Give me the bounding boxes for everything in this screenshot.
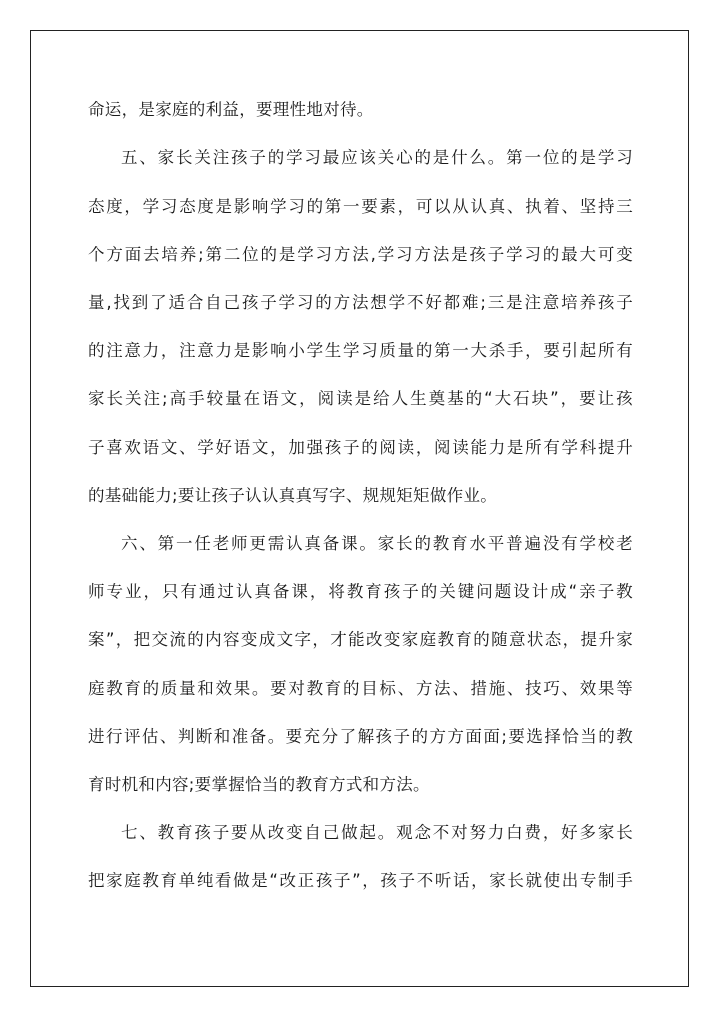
text-line-14: 进行评估、判断和准备。要充分了解孩子的方方面面;要选择恰当的教: [88, 727, 633, 746]
text-line-11: 师专业，只有通过认真备课，将教育孩子的关键问题设计成“亲子教: [88, 582, 633, 601]
text-line-13: 庭教育的质量和效果。要对教育的目标、方法、措施、技巧、效果等: [88, 679, 633, 698]
text-line-6: 的注意力，注意力是影响小学生学习质量的第一大杀手，要引起所有: [88, 341, 633, 360]
text-line-4: 个方面去培养;第二位的是学习方法,学习方法是孩子学习的最大可变: [88, 245, 633, 264]
text-line-7: 家长关注;高手较量在语文，阅读是给人生奠基的“大石块”，要让孩: [88, 389, 633, 408]
text-line-10: 六、第一任老师更需认真备课。家长的教育水平普遍没有学校老: [121, 534, 633, 553]
text-line-2: 五、家长关注孩子的学习最应该关心的是什么。第一位的是学习: [121, 148, 633, 167]
text-line-12: 案”，把交流的内容变成文字，才能改变家庭教育的随意状态，提升家: [88, 630, 633, 649]
text-line-16: 七、教育孩子要从改变自己做起。观念不对努力白费，好多家长: [121, 823, 633, 842]
text-line-3: 态度，学习态度是影响学习的第一要素，可以从认真、执着、坚持三: [88, 197, 633, 216]
text-line-1: 命运，是家庭的利益，要理性地对待。: [88, 100, 374, 119]
text-line-8: 子喜欢语文、学好语文，加强孩子的阅读，阅读能力是所有学科提升: [88, 438, 633, 457]
text-line-9: 的基础能力;要让孩子认认真真写字、规规矩矩做作业。: [88, 486, 498, 505]
text-line-15: 育时机和内容;要掌握恰当的教育方式和方法。: [88, 775, 430, 794]
text-line-17: 把家庭教育单纯看做是“改正孩子”，孩子不听话，家长就使出专制手: [88, 871, 633, 890]
text-line-5: 量,找到了适合自己孩子学习的方法想学不好都难;三是注意培养孩子: [88, 293, 633, 312]
